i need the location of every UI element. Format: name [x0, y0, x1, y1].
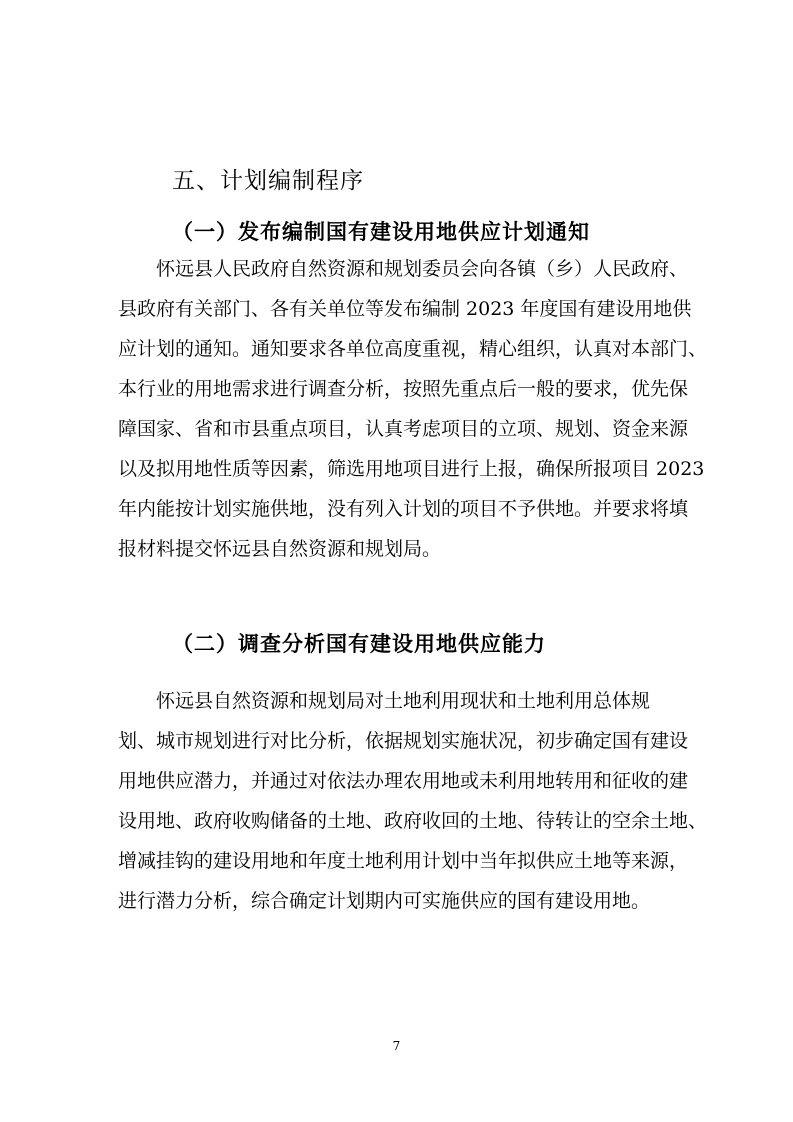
page-number: 7 [392, 1039, 401, 1053]
paragraph-line: 年内能按计划实施供地，没有列入计划的项目不予供地。并要求将填 [118, 498, 689, 520]
paragraph-2 [118, 681, 708, 921]
paragraph-line: 县政府有关部门、各有关单位等发布编制 2023 年度国有建设用地供 [118, 298, 692, 320]
paragraph-line: 划、城市规划进行对比分析，依据规划实施状况，初步确定国有建设 [118, 730, 689, 752]
paragraph-line: 增减挂钩的建设用地和年度土地利用计划中当年拟供应土地等来源， [118, 850, 689, 872]
paragraph-line: 进行潜力分析，综合确定计划期内可实施供应的国有建设用地。 [118, 890, 651, 912]
subsection-heading-2: （二）调查分析国有建设用地供应能力 [172, 632, 546, 656]
section-heading: 五、计划编制程序 [172, 168, 364, 194]
paragraph-1 [118, 249, 708, 569]
paragraph-line: 用地供应潜力，并通过对依法办理农用地或未利用地转用和征收的建 [118, 770, 689, 792]
paragraph-line: 障国家、省和市县重点项目，认真考虑项目的立项、规划、资金来源 [118, 418, 689, 440]
subsection-heading-1: （一）发布编制国有建设用地供应计划通知 [172, 220, 590, 244]
paragraph-line: 本行业的用地需求进行调查分析，按照先重点后一般的要求，优先保 [118, 378, 689, 400]
paragraph-line: 应计划的通知。通知要求各单位高度重视，精心组织，认真对本部门、 [118, 338, 708, 360]
paragraph-line: 以及拟用地性质等因素，筛选用地项目进行上报，确保所报项目 2023 [118, 458, 705, 480]
paragraph-line: 怀远县人民政府自然资源和规划委员会向各镇（乡）人民政府、 [118, 258, 689, 280]
paragraph-line: 怀远县自然资源和规划局对土地利用现状和土地利用总体规 [118, 690, 651, 712]
paragraph-line: 设用地、政府收购储备的土地、政府收回的土地、待转让的空余土地、 [118, 810, 708, 832]
paragraph-line: 报材料提交怀远县自然资源和规划局。 [118, 538, 442, 560]
